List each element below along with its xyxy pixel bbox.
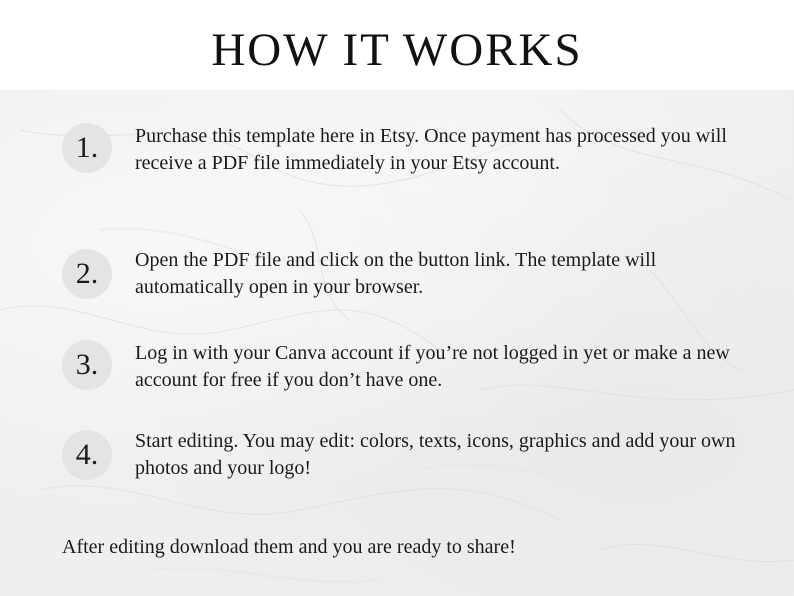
instructions-panel (0, 90, 794, 596)
header (0, 0, 794, 90)
step-text: Purchase this template here in Etsy. Once payment has processed you will receive a PDF file immediately in your Etsy account. (135, 125, 727, 174)
step-number-badge (62, 430, 112, 480)
step-number: 3. (75, 348, 99, 381)
step-number: 1. (75, 131, 99, 164)
step-text: Start editing. You may edit: colors, texts, icons, graphics and add your own photos and your logo! (135, 430, 736, 479)
footer-note: After editing download them and you are ready to share! (62, 536, 516, 558)
step-text: Log in with your Canva account if you’re not logged in yet or make a new account for free if you don’t have one. (135, 342, 730, 391)
step-number-badge (62, 340, 112, 390)
step-number: 2. (75, 257, 99, 290)
page-title: HOW IT WORKS (211, 24, 583, 76)
step-number: 4. (75, 438, 99, 471)
step-text: Open the PDF file and click on the button link. The template will automatically open in your browser. (135, 249, 657, 298)
step-number-badge (62, 123, 112, 173)
step-number-badge (62, 249, 112, 299)
